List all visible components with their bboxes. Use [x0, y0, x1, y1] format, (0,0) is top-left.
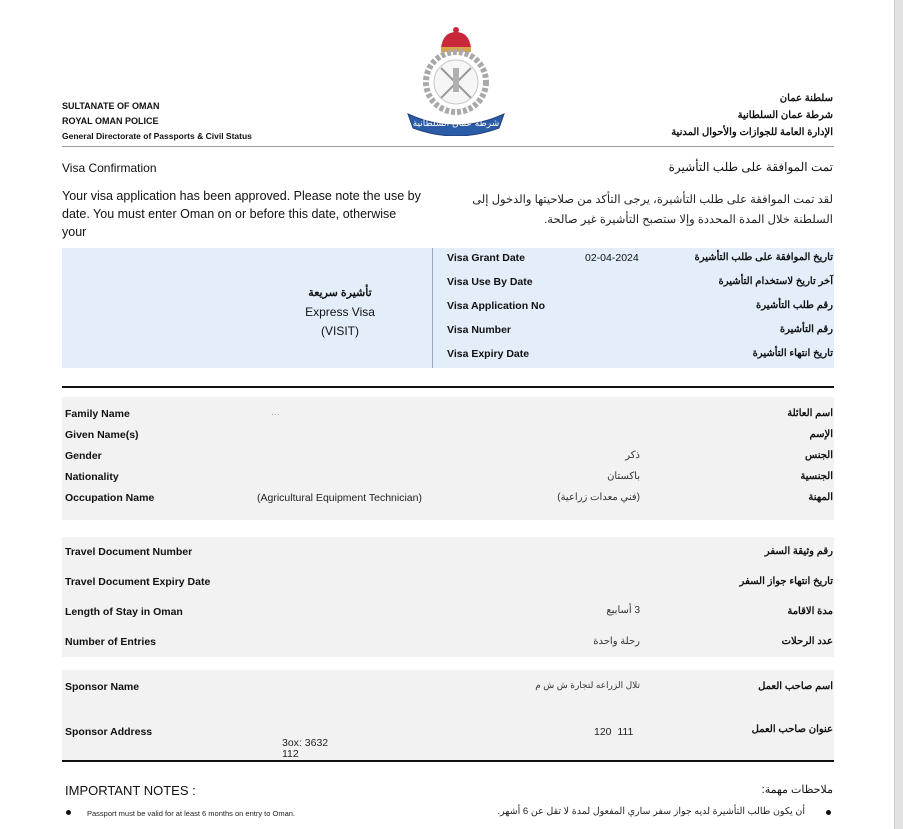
occupation-label: Occupation Name: [65, 492, 155, 504]
important-notes-title-ar: ملاحظات مهمة:: [761, 784, 833, 796]
header-en-line-2: ROYAL OMAN POLICE: [62, 116, 159, 126]
visa-box-divider: [432, 248, 433, 368]
emblem: [403, 18, 509, 136]
family-name-label-ar: اسم العائلة: [787, 408, 833, 419]
occupation-value: (Agricultural Equipment Technician): [257, 492, 422, 504]
gender-value-ar: ذكر: [625, 450, 640, 461]
visa-type-ar: تأشيرة سريعة: [308, 287, 372, 299]
given-names-label: Given Name(s): [65, 429, 139, 441]
confirmation-intro: Your visa application has been approved. Please note the use by date. You must enter Oman on or before this date, otherwise your: [62, 189, 421, 239]
sponsor-address-label-ar: عنوان صاحب العمل: [751, 724, 833, 735]
visa-grant-date-label-ar: تاريخ الموافقة على طلب التأشيرة: [694, 252, 833, 263]
gender-label-ar: الجنس: [804, 450, 833, 461]
number-of-entries-label-ar: عدد الرحلات: [781, 636, 833, 647]
svg-text:شرطة عمان السلطانية: شرطة عمان السلطانية: [412, 119, 500, 129]
occupation-label-ar: المهنة: [808, 492, 833, 503]
sponsor-details-panel: [62, 670, 834, 760]
family-name-value: ...: [271, 406, 280, 418]
length-of-stay-label-ar: مدة الاقامة: [787, 606, 833, 617]
confirmation-intro-ar: لقد تمت الموافقة على طلب التأشيرة، يرجى التأكد من صلاحيتها والدخول إلى السلطنة خلال المدة المحددة وإلا ستصبح التأشيرة غير صالحة.: [472, 194, 833, 226]
travel-doc-expiry-label-ar: تاريخ انتهاء جواز السفر: [739, 576, 833, 587]
visa-application-no-label: Visa Application No: [447, 300, 546, 312]
header-en-line-1: SULTANATE OF OMAN: [62, 101, 160, 111]
sponsor-name-label: Sponsor Name: [65, 681, 140, 693]
visa-number-label-ar: رقم التأشيرة: [779, 324, 833, 335]
bullet-icon-ar: [826, 810, 831, 815]
header-ar-line-3: الإدارة العامة للجوازات والأحوال المدنية: [671, 127, 833, 138]
length-of-stay-value-ar: 3 أسابيع: [606, 605, 640, 616]
sponsor-address-line-1: 3ox: 3632: [282, 737, 329, 749]
number-of-entries-label: Number of Entries: [65, 636, 157, 648]
header-ar-line-2: شرطة عمان السلطانية: [737, 110, 833, 121]
visa-use-by-date-label: Visa Use By Date: [447, 276, 533, 288]
travel-doc-number-label: Travel Document Number: [65, 546, 193, 558]
bullet-icon: [66, 810, 71, 815]
nationality-value-ar: باكستان: [607, 471, 640, 482]
occupation-value-ar: (فني معدات زراعية): [557, 492, 640, 503]
confirmation-title-ar: تمت الموافقة على طلب التأشيرة: [668, 160, 833, 174]
visa-grant-date-value: 02-04-2024: [585, 252, 639, 264]
visa-use-by-date-label-ar: آخر تاريخ لاستخدام التأشيرة: [718, 276, 833, 287]
section-divider-1: [62, 386, 834, 388]
length-of-stay-label: Length of Stay in Oman: [65, 606, 183, 618]
note-item-ar: أن يكون طالب التأشيرة لديه جواز سفر ساري المفعول لمدة لا تقل عن 6 أشهر.: [497, 806, 805, 817]
section-divider-2: [62, 760, 834, 762]
given-names-label-ar: الإسم: [809, 429, 833, 440]
visa-type-en: Express Visa: [305, 305, 375, 319]
sponsor-address-lines: [282, 738, 328, 760]
number-of-entries-value-ar: رحلة واحدة: [593, 636, 640, 647]
travel-doc-expiry-label: Travel Document Expiry Date: [65, 576, 211, 588]
important-notes-title: IMPORTANT NOTES :: [65, 783, 196, 798]
sponsor-address-value: 120 111: [594, 726, 634, 738]
gender-label: Gender: [65, 450, 102, 462]
nationality-label-ar: الجنسية: [800, 471, 833, 482]
visa-application-no-label-ar: رقم طلب التأشيرة: [756, 300, 833, 311]
sponsor-name-value-ar: تلال الزراعه لتجارة ش ش م: [535, 680, 640, 690]
sponsor-address-line-2: 112: [282, 748, 299, 760]
family-name-label: Family Name: [65, 408, 130, 420]
visa-expiry-date-label-ar: تاريخ انتهاء التأشيرة: [752, 348, 833, 359]
travel-doc-number-label-ar: رقم وثيقة السفر: [764, 546, 833, 557]
note-item-en: Passport must be valid for at least 6 months on entry to Oman.: [87, 809, 296, 818]
header-en-line-3: General Directorate of Passports & Civil Status: [62, 131, 252, 141]
vertical-scrollbar[interactable]: [894, 0, 903, 829]
nationality-label: Nationality: [65, 471, 119, 483]
header-ar-line-1: سلطنة عمان: [779, 93, 833, 104]
visa-number-label: Visa Number: [447, 324, 511, 336]
confirmation-title: Visa Confirmation: [62, 161, 157, 175]
header-divider: [62, 146, 834, 147]
sponsor-name-label-ar: اسم صاحب العمل: [758, 681, 833, 692]
visa-category: (VISIT): [321, 324, 359, 338]
sponsor-address-label: Sponsor Address: [65, 726, 153, 738]
visa-type: [250, 284, 430, 341]
visa-grant-date-label: Visa Grant Date: [447, 252, 526, 264]
personal-details-panel: [62, 397, 834, 520]
visa-expiry-date-label: Visa Expiry Date: [447, 348, 530, 360]
